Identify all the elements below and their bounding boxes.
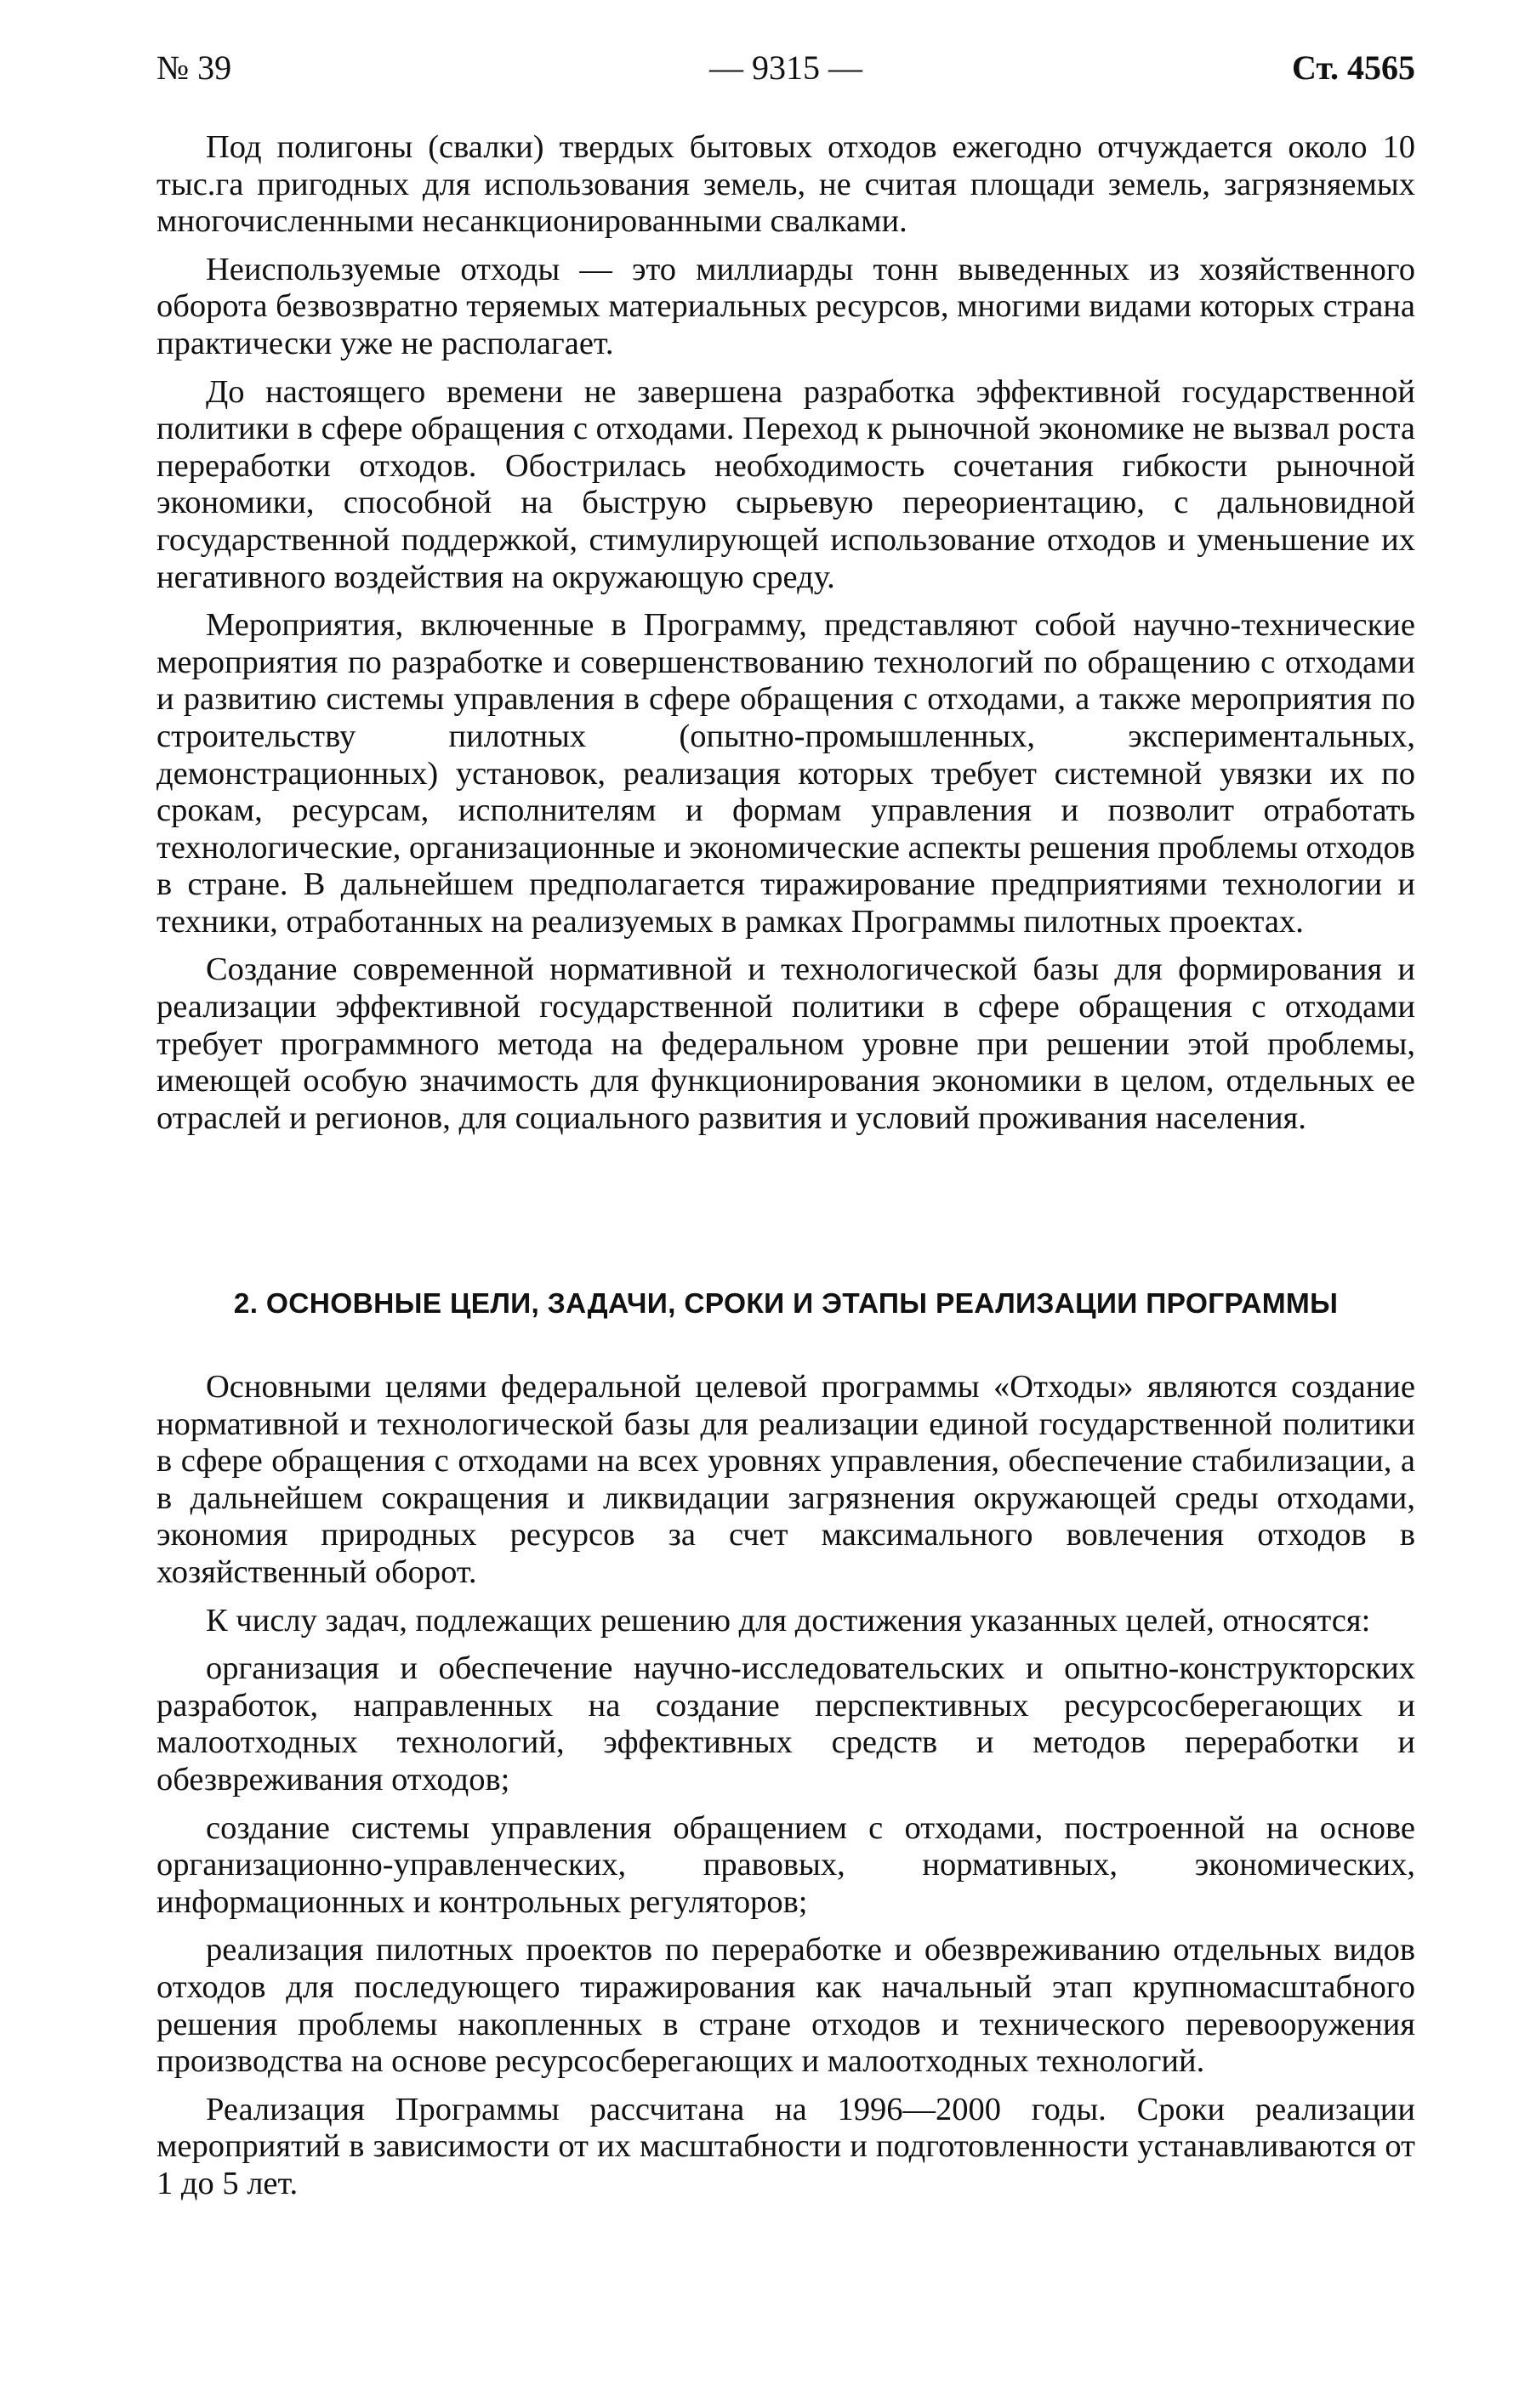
article-number: Ст. 4565 [1292, 48, 1415, 87]
list-item: создание системы управления обращением с отходами, построенной на основе организационно-управленческих, правовых, нормативных, экономических, информационных и контрольных регуляторов; [156, 1809, 1415, 1920]
running-header [156, 43, 1415, 94]
paragraph: Реализация Программы рассчитана на 1996—2000 годы. Сроки реализации мероприятий в зависимости от их масштабности и подготовленности устанавливаются от 1 до 5 лет. [156, 2091, 1415, 2201]
paragraph: Мероприятия, включенные в Программу, представляют собой научно-технические мероприятия по разработке и совершенствованию технологий по обращению с отходами и развитию системы управления в сфере обращения с отходами, а также мероприятия по строительству пилотных (опытно-промышленных, экспериментальных, демонстрационных) установок, реализация которых требует системной увязки их по срокам, ресурсам, исполнителям и формам управления и позволит отработать технологические, организационные и экономические аспекты решения проблемы отходов в стране. В дальнейшем предполагается тиражирование предприятиями технологии и техники, отработанных на реализуемых в рамках Программы пилотных проектах. [156, 607, 1415, 940]
list-item: реализация пилотных проектов по переработке и обезвреживанию отдельных видов отходов для последующего тиражирования как начальный этап крупномасштабного решения проблемы накопленных в стране отходов и технического перевооружения производства на основе ресурсосберегающих и малоотходных технологий. [156, 1932, 1415, 2080]
paragraph: До настоящего времени не завершена разработка эффективной государственной политики в сфере обращения с отходами. Переход к рыночной экономике не вызвал роста переработки отходов. Обострилась необходимость сочетания гибкости рыночной экономики, способной на быструю сырьевую переориентацию, с дальновидной государственной поддержкой, стимулирующей использование отходов и уменьшение их негативного воздействия на окружающую среду. [156, 373, 1415, 595]
section-2-text [156, 1369, 1415, 2213]
section-heading: 2. ОСНОВНЫЕ ЦЕЛИ, ЗАДАЧИ, СРОКИ И ЭТАПЫ РЕАЛИЗАЦИИ ПРОГРАММЫ [233, 1288, 1339, 1320]
list-item: организация и обеспечение научно-исследовательских и опытно-конструкторских разработок, направленных на создание перспективных ресурсосберегающих и малоотходных технологий, эффективных средств и методов переработки и обезвреживания отходов; [156, 1650, 1415, 1797]
issue-number: № 39 [156, 48, 232, 87]
intro-text [156, 129, 1415, 1148]
paragraph: Неиспользуемые отходы — это миллиарды тонн выведенных из хозяйственного оборота безвозвратно теряемых материальных ресурсов, многими видами которых страна практически уже не располагает. [156, 251, 1415, 361]
page-number: — 9315 — [709, 48, 862, 87]
paragraph: К числу задач, подлежащих решению для достижения указанных целей, относятся: [206, 1602, 1371, 1638]
paragraph: Под полигоны (свалки) твердых бытовых отходов ежегодно отчуждается около 10 тыс.га пригодных для использования земель, не считая площади земель, загрязняемых многочисленными несанкционированными свалками. [156, 129, 1415, 240]
paragraph: Создание современной нормативной и технологической базы для формирования и реализации эффективной государственной политики в сфере обращения с отходами требует программного метода на федеральном уровне при решении этой проблемы, имеющей особую значимость для функционирования экономики в целом, отдельных ее отраслей и регионов, для социального развития и условий проживания населения. [156, 951, 1415, 1136]
paragraph: Основными целями федеральной целевой программы «Отходы» являются создание нормативной и технологической базы для реализации единой государственной политики в сфере обращения с отходами на всех уровнях управления, обеспечение стабилизации, а в дальнейшем сокращения и ликвидации загрязнения окружающей среды отходами, экономия природных ресурсов за счет максимального вовлечения отходов в хозяйственный оборот. [156, 1369, 1415, 1590]
